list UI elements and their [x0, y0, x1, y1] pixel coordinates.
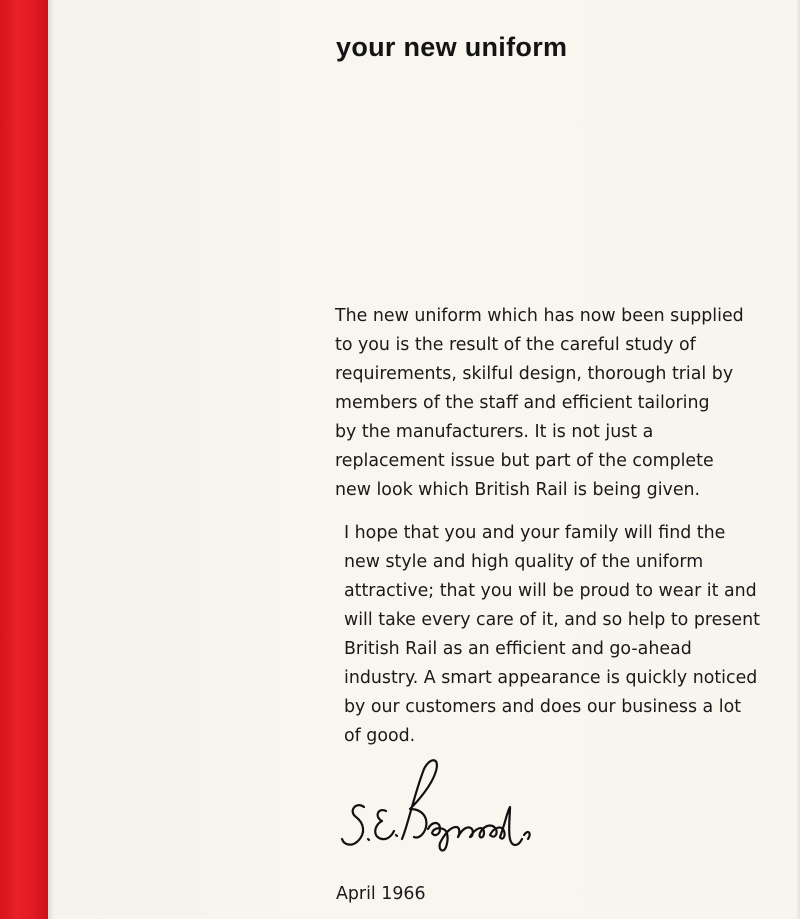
text-line: by the manufacturers. It is not just a: [335, 422, 654, 442]
spine-shadow: [48, 0, 54, 919]
text-line: requirements, skilful design, thorough trial by: [335, 364, 734, 384]
letter-body: [335, 302, 775, 751]
page-title: your new uniform: [336, 32, 568, 62]
red-spine-border: [0, 0, 48, 919]
text-line: The new uniform which has now been supplied: [335, 306, 744, 326]
text-line: I hope that you and your family will find the: [344, 523, 726, 543]
text-line: replacement issue but part of the complete: [335, 451, 714, 471]
handwritten-signature: [338, 755, 538, 855]
text-line: of good.: [344, 726, 416, 746]
text-line: will take every care of it, and so help to present: [344, 610, 760, 630]
letter-date: April 1966: [336, 884, 426, 904]
text-line: new style and high quality of the uniform: [344, 552, 704, 572]
paragraph-2: [335, 519, 775, 751]
text-line: members of the staff and efficient tailoring: [335, 393, 710, 413]
text-line: industry. A smart appearance is quickly noticed: [344, 668, 758, 688]
text-line: new look which British Rail is being given.: [335, 480, 701, 500]
page-edge: [796, 0, 800, 919]
paragraph-1: [335, 302, 775, 505]
text-line: by our customers and does our business a lot: [344, 697, 742, 717]
text-line: to you is the result of the careful study of: [335, 335, 696, 355]
text-line: attractive; that you will be proud to wear it and: [344, 581, 757, 601]
text-line: British Rail as an efficient and go-ahead: [344, 639, 692, 659]
